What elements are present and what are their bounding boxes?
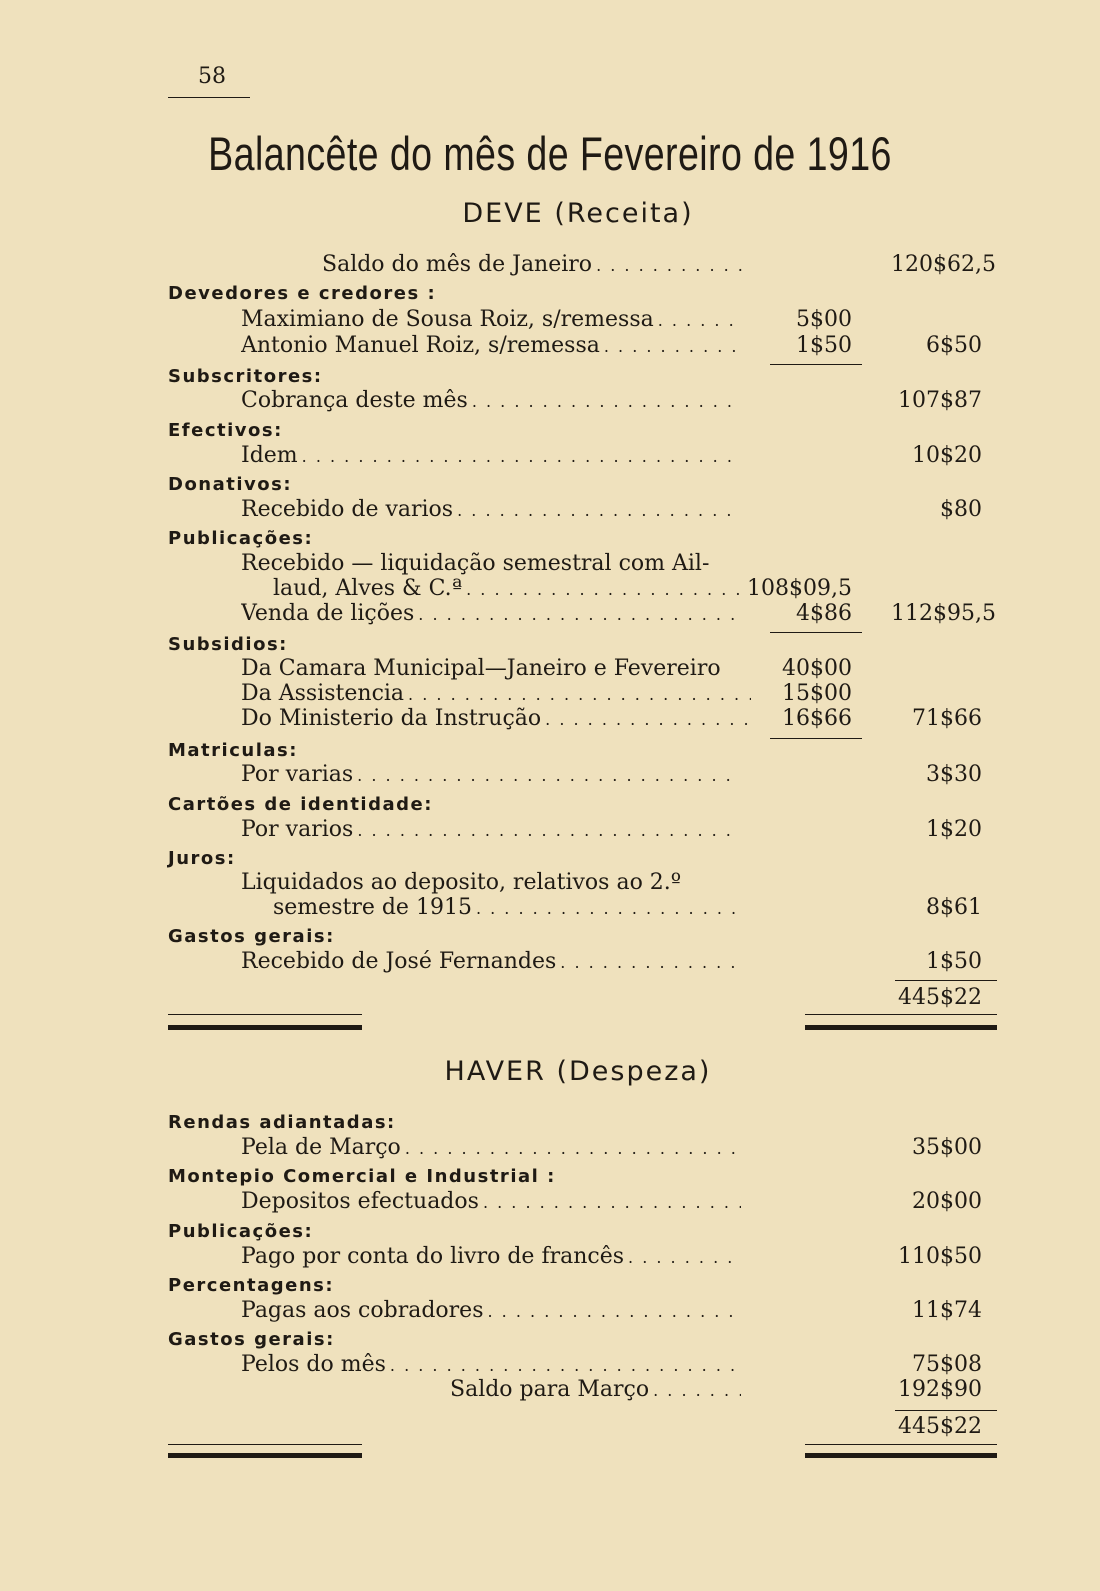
total-rule: [895, 980, 997, 981]
entry-amount: 5$00: [796, 307, 852, 332]
entry-amount: 16$66: [782, 706, 852, 731]
grand-total: 445$22: [898, 1414, 982, 1439]
entry-total: 6$50: [926, 333, 982, 358]
total-rule: [895, 1410, 997, 1411]
entry-amount: 108$09,5: [747, 576, 852, 601]
category-label: Devedores e credores :: [168, 283, 437, 304]
closing-balance-row: [0, 1377, 1100, 1405]
entry-row: [0, 817, 1100, 845]
entry-total: 112$95,5: [891, 601, 996, 626]
entry-total: 11$74: [912, 1298, 982, 1323]
category-label: Matriculas:: [168, 740, 298, 761]
category-label: Percentagens:: [168, 1275, 335, 1296]
category-label: Cartões de identidade:: [168, 794, 433, 815]
grand-total: 445$22: [898, 985, 982, 1010]
grand-total-row: [0, 1414, 1100, 1442]
entry-row: [0, 1135, 1100, 1163]
entry-label: Pela de Março: [241, 1135, 401, 1160]
entry-total: 20$00: [912, 1189, 982, 1214]
entry-row: [0, 895, 1100, 923]
entry-row: [0, 1298, 1100, 1326]
entry-total: $80: [940, 497, 982, 522]
category-label: Rendas adiantadas:: [168, 1112, 396, 1133]
entry-row: [0, 551, 1100, 579]
entry-total: 107$87: [898, 388, 982, 413]
end-rule-thin-left: [168, 1444, 362, 1445]
opening-balance-total: 120$62,5: [891, 252, 996, 277]
deve-heading: DEVE (Receita): [462, 198, 694, 229]
entry-label: Do Ministerio da Instrução: [241, 706, 542, 731]
subtotal-rule: [770, 364, 862, 365]
entry-total: 75$08: [912, 1352, 982, 1377]
entry-row: [0, 1244, 1100, 1272]
category-label: Juros:: [168, 848, 236, 869]
end-rule-thick-left: [168, 1025, 362, 1030]
entry-label: Por varias: [241, 762, 354, 787]
end-rule-thin-right: [805, 1444, 997, 1445]
entry-label: Maximiano de Sousa Roiz, s/remessa: [241, 307, 654, 332]
closing-balance-total: 192$90: [898, 1377, 982, 1402]
entry-row: [0, 1352, 1100, 1380]
opening-balance-label: Saldo do mês de Janeiro: [322, 252, 593, 277]
end-rule-thin-left: [168, 1014, 362, 1015]
entry-row: [0, 576, 1100, 604]
entry-label: Pagas aos cobradores: [241, 1298, 484, 1323]
closing-balance-label: Saldo para Março: [450, 1377, 650, 1402]
entry-row: [0, 443, 1100, 471]
opening-balance-row: [0, 252, 1100, 280]
entry-row: [0, 706, 1100, 734]
grand-total-row: [0, 985, 1100, 1013]
entry-amount: 15$00: [782, 681, 852, 706]
entry-total: 1$20: [926, 817, 982, 842]
category-label: Publicações:: [168, 1221, 314, 1242]
entry-row: [0, 601, 1100, 629]
entry-label: Depositos efectuados: [241, 1189, 479, 1214]
subtotal-rule: [770, 738, 862, 739]
page-title: Balancête do mês de Fevereiro de 1916: [208, 127, 892, 180]
entry-amount: 4$86: [796, 601, 852, 626]
entry-amount: 1$50: [796, 333, 852, 358]
category-label: Donativos:: [168, 474, 293, 495]
category-label: Subsidios:: [168, 634, 288, 655]
entry-total: 110$50: [898, 1244, 982, 1269]
end-rule-thick-right: [805, 1453, 997, 1458]
category-label: Subscritores:: [168, 366, 323, 387]
entry-label: Por varios: [241, 817, 354, 842]
entry-label: Recebido de José Fernandes: [241, 949, 557, 974]
entry-total: 8$61: [926, 895, 982, 920]
end-rule-thin-right: [805, 1014, 997, 1015]
entry-total: 10$20: [912, 443, 982, 468]
entry-label: Idem: [241, 443, 298, 468]
entry-row: [0, 307, 1100, 335]
entry-total: 1$50: [926, 949, 982, 974]
entry-row: [0, 949, 1100, 977]
entry-row: [0, 681, 1100, 709]
end-rule-thick-left: [168, 1453, 362, 1458]
category-label: Gastos gerais:: [168, 926, 335, 947]
entry-row: [0, 497, 1100, 525]
category-label: Publicações:: [168, 528, 314, 549]
entry-row: [0, 870, 1100, 898]
entry-total: 35$00: [912, 1135, 982, 1160]
entry-amount: 40$00: [782, 656, 852, 681]
entry-row: [0, 1189, 1100, 1217]
category-label: Efectivos:: [168, 420, 283, 441]
entry-row: [0, 762, 1100, 790]
entry-label: Pelos do mês: [241, 1352, 386, 1377]
entry-label: Recebido — liquidação semestral com Ail-: [241, 551, 710, 576]
category-label: Gastos gerais:: [168, 1329, 335, 1350]
page-number: 58: [198, 64, 226, 89]
entry-label: Da Assistencia: [241, 681, 405, 706]
entry-label: Pago por conta do livro de francês: [241, 1244, 625, 1269]
subtotal-rule: [770, 632, 862, 633]
entry-label: Da Camara Municipal—Janeiro e Fevereiro: [241, 656, 721, 681]
end-rule-thick-right: [805, 1025, 997, 1030]
entry-total: 71$66: [912, 706, 982, 731]
entry-label: Antonio Manuel Roiz, s/remessa: [241, 333, 600, 358]
page-number-rule: [168, 97, 250, 98]
category-label: Montepio Comercial e Industrial :: [168, 1166, 556, 1187]
entry-row: [0, 656, 1100, 684]
entry-total: 3$30: [926, 762, 982, 787]
entry-label: Recebido de varios: [241, 497, 454, 522]
haver-heading: HAVER (Despeza): [444, 1056, 712, 1087]
entry-label: Liquidados ao deposito, relativos ao 2.º: [241, 870, 682, 895]
entry-label: Venda de lições: [241, 601, 415, 626]
entry-label-continuation: semestre de 1915: [273, 895, 472, 920]
entry-row: [0, 388, 1100, 416]
entry-label-continuation: laud, Alves & C.ª: [273, 576, 463, 601]
entry-label: Cobrança deste mês: [241, 388, 468, 413]
entry-row: [0, 333, 1100, 361]
